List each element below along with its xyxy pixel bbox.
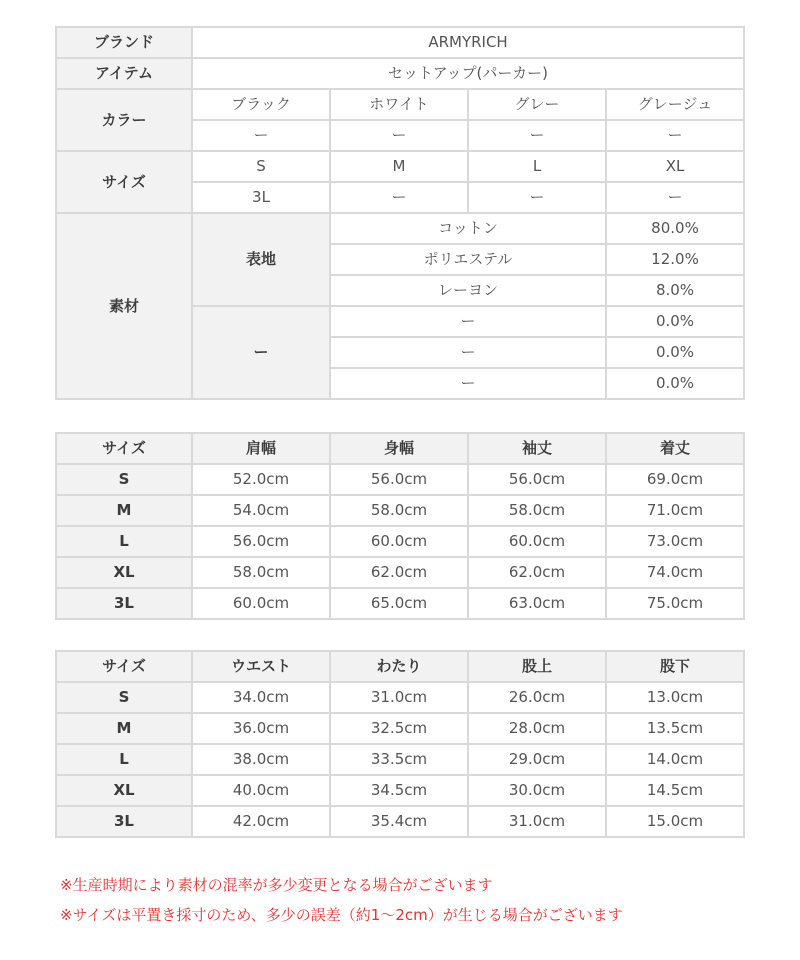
size-cell: ー: [606, 182, 744, 213]
table-cell: 54.0cm: [192, 495, 330, 526]
color-cell: ー: [468, 120, 606, 151]
table-cell: 71.0cm: [606, 495, 744, 526]
table-header-row: [56, 433, 744, 464]
size-cell: 3L: [192, 182, 330, 213]
color-cell: ブラック: [192, 89, 330, 120]
size-label: サイズ: [56, 151, 192, 213]
notes: [60, 870, 623, 930]
column-header: 股下: [606, 651, 744, 682]
size-cell: M: [330, 151, 468, 182]
table-cell: 63.0cm: [468, 588, 606, 619]
material-label: 素材: [56, 213, 192, 399]
material-group-label: 表地: [192, 213, 330, 306]
table-cell: 60.0cm: [192, 588, 330, 619]
column-header: 股上: [468, 651, 606, 682]
column-header: 身幅: [330, 433, 468, 464]
table-cell: 42.0cm: [192, 806, 330, 837]
material-pct: 12.0%: [606, 244, 744, 275]
table-row: [56, 557, 744, 588]
table-cell: 58.0cm: [468, 495, 606, 526]
material-name: レーヨン: [330, 275, 606, 306]
table-cell: 65.0cm: [330, 588, 468, 619]
table-row: [56, 806, 744, 837]
size-row: [56, 151, 744, 182]
table-cell: 52.0cm: [192, 464, 330, 495]
table-cell: 30.0cm: [468, 775, 606, 806]
table-cell: 13.0cm: [606, 682, 744, 713]
color-cell: グレー: [468, 89, 606, 120]
material-name: ー: [330, 306, 606, 337]
color-cell: グレージュ: [606, 89, 744, 120]
material-pct: 0.0%: [606, 337, 744, 368]
table-cell: 31.0cm: [330, 682, 468, 713]
table-header-row: [56, 651, 744, 682]
table-cell: 56.0cm: [330, 464, 468, 495]
material-name: コットン: [330, 213, 606, 244]
table-cell: 75.0cm: [606, 588, 744, 619]
size-name: S: [56, 464, 192, 495]
table-cell: 60.0cm: [468, 526, 606, 557]
column-header: サイズ: [56, 651, 192, 682]
brand-value: ARMYRICH: [192, 27, 744, 58]
table-cell: 32.5cm: [330, 713, 468, 744]
table-cell: 38.0cm: [192, 744, 330, 775]
table-cell: 13.5cm: [606, 713, 744, 744]
table-cell: 34.0cm: [192, 682, 330, 713]
size-name: 3L: [56, 806, 192, 837]
table-row: [56, 713, 744, 744]
material-pct: 8.0%: [606, 275, 744, 306]
table-row: [56, 682, 744, 713]
table-cell: 62.0cm: [330, 557, 468, 588]
product-spec-table: [55, 26, 745, 400]
size-cell: S: [192, 151, 330, 182]
size-name: L: [56, 744, 192, 775]
table-cell: 60.0cm: [330, 526, 468, 557]
brand-label: ブランド: [56, 27, 192, 58]
table-cell: 35.4cm: [330, 806, 468, 837]
table-cell: 56.0cm: [468, 464, 606, 495]
table-cell: 58.0cm: [330, 495, 468, 526]
item-value: セットアップ(パーカー): [192, 58, 744, 89]
table-cell: 58.0cm: [192, 557, 330, 588]
column-header: サイズ: [56, 433, 192, 464]
material-name: ー: [330, 368, 606, 399]
material-name: ポリエステル: [330, 244, 606, 275]
brand-row: [56, 27, 744, 58]
size-name: M: [56, 713, 192, 744]
table-cell: 62.0cm: [468, 557, 606, 588]
size-name: XL: [56, 557, 192, 588]
table-cell: 73.0cm: [606, 526, 744, 557]
table-cell: 15.0cm: [606, 806, 744, 837]
table-cell: 36.0cm: [192, 713, 330, 744]
color-label: カラー: [56, 89, 192, 151]
color-cell: ー: [330, 120, 468, 151]
table-cell: 56.0cm: [192, 526, 330, 557]
material-row: [56, 213, 744, 244]
size-cell: XL: [606, 151, 744, 182]
column-header: ウエスト: [192, 651, 330, 682]
material-name: ー: [330, 337, 606, 368]
color-row: [56, 89, 744, 120]
table-cell: 26.0cm: [468, 682, 606, 713]
table-cell: 14.5cm: [606, 775, 744, 806]
size-name: XL: [56, 775, 192, 806]
top-size-table: [55, 432, 745, 620]
table-cell: 29.0cm: [468, 744, 606, 775]
table-cell: 74.0cm: [606, 557, 744, 588]
column-header: 肩幅: [192, 433, 330, 464]
table-cell: 69.0cm: [606, 464, 744, 495]
size-cell: ー: [468, 182, 606, 213]
bottom-size-table: [55, 650, 745, 838]
material-group-label: ー: [192, 306, 330, 399]
table-cell: 28.0cm: [468, 713, 606, 744]
size-name: L: [56, 526, 192, 557]
column-header: 袖丈: [468, 433, 606, 464]
table-row: [56, 588, 744, 619]
table-cell: 14.0cm: [606, 744, 744, 775]
color-cell: ー: [192, 120, 330, 151]
table-row: [56, 775, 744, 806]
size-name: 3L: [56, 588, 192, 619]
material-pct: 80.0%: [606, 213, 744, 244]
table-cell: 40.0cm: [192, 775, 330, 806]
color-cell: ー: [606, 120, 744, 151]
item-row: [56, 58, 744, 89]
size-cell: L: [468, 151, 606, 182]
size-name: S: [56, 682, 192, 713]
column-header: わたり: [330, 651, 468, 682]
note-line: ※サイズは平置き採寸のため、多少の誤差（約1～2cm）が生じる場合がございます: [60, 906, 623, 924]
table-row: [56, 464, 744, 495]
size-name: M: [56, 495, 192, 526]
material-pct: 0.0%: [606, 306, 744, 337]
item-label: アイテム: [56, 58, 192, 89]
column-header: 着丈: [606, 433, 744, 464]
material-pct: 0.0%: [606, 368, 744, 399]
table-row: [56, 744, 744, 775]
table-cell: 34.5cm: [330, 775, 468, 806]
table-row: [56, 526, 744, 557]
size-cell: ー: [330, 182, 468, 213]
table-row: [56, 495, 744, 526]
table-cell: 33.5cm: [330, 744, 468, 775]
note-line: ※生産時期により素材の混率が多少変更となる場合がございます: [60, 876, 493, 894]
table-cell: 31.0cm: [468, 806, 606, 837]
color-cell: ホワイト: [330, 89, 468, 120]
